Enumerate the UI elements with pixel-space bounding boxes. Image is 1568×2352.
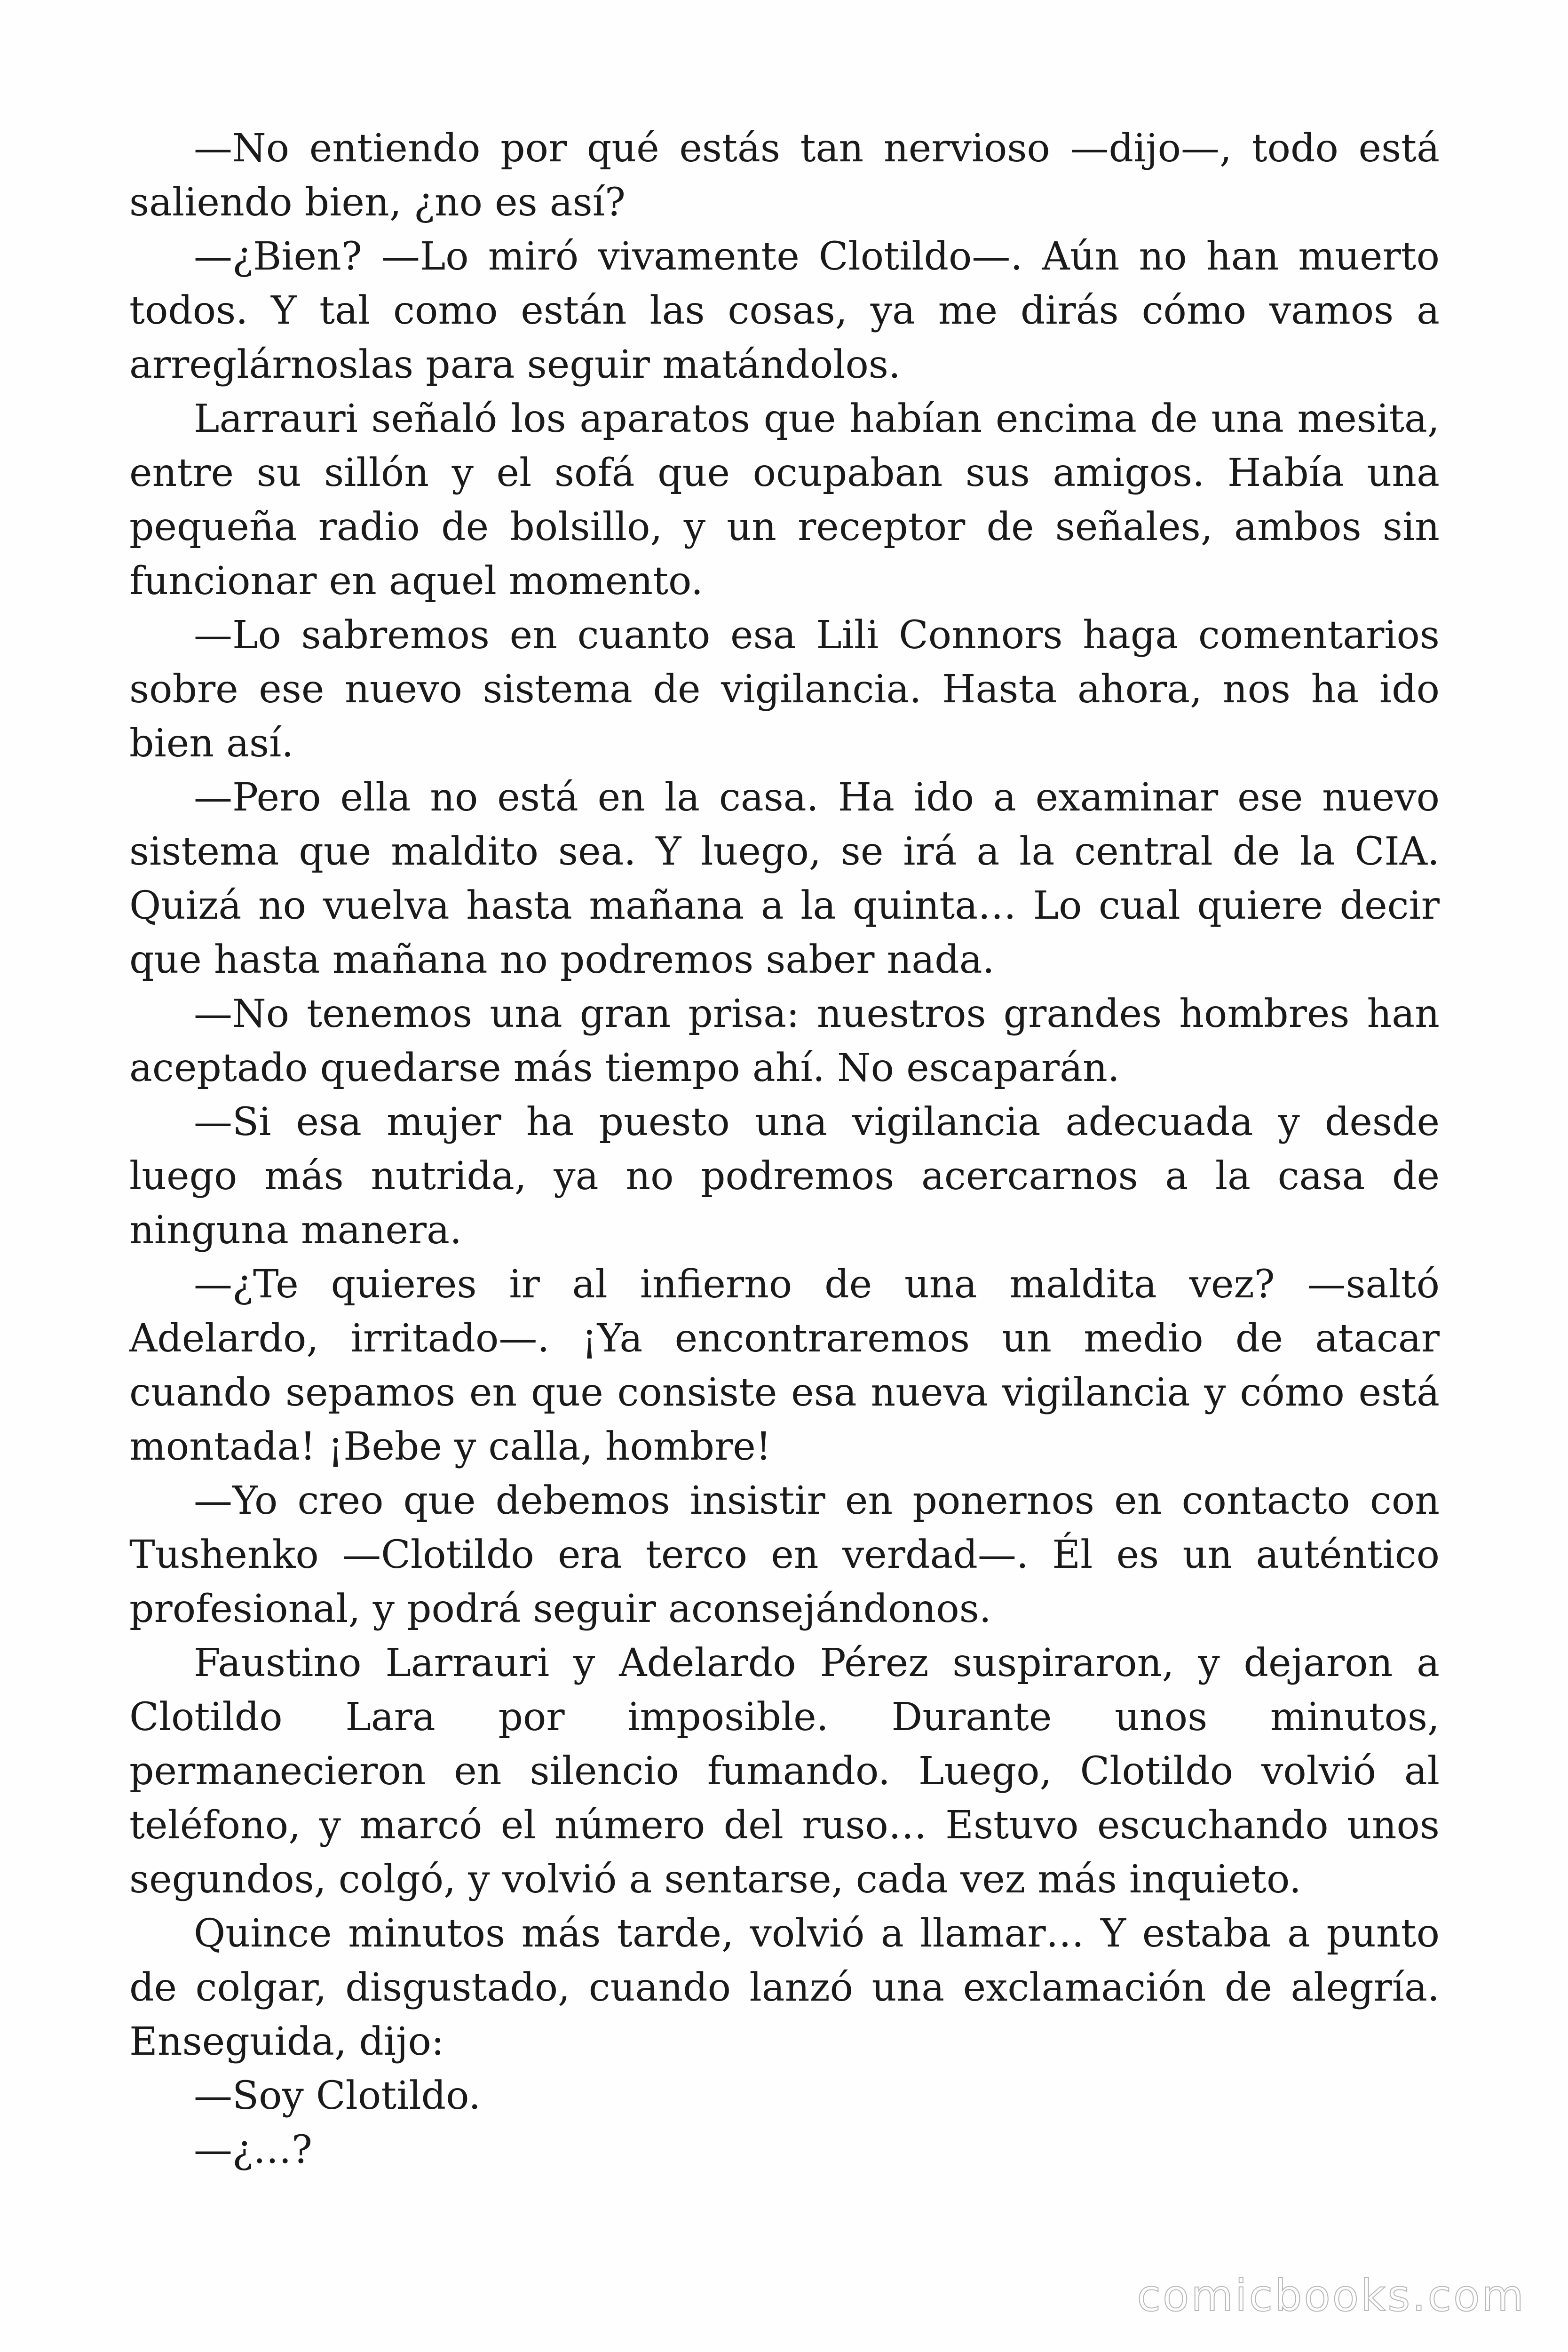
paragraph: Faustino Larrauri y Adelardo Pérez suspiraron, y dejaron a Clotildo Lara por imposible. Durante unos minutos, permanecieron en silencio fumando. Luego, Clotildo volvió al teléfono, y marcó el número del ruso… Estuvo escuchando unos segundos, colgó, y volvió a sentarse, cada vez más inquieto.	[129, 1641, 1440, 1902]
paragraph: —¿…?	[194, 2128, 312, 2172]
paragraph: —¿Bien? —Lo miró vivamente Clotildo—. Aún no han muerto todos. Y tal como están las cosas, ya me dirás cómo vamos a arreglárnoslas para seguir matándolos.	[129, 234, 1440, 387]
paragraph: Quince minutos más tarde, volvió a llamar… Y estaba a punto de colgar, disgustado, cuando lanzó una exclamación de alegría. Enseguida, dijo:	[129, 1911, 1440, 2064]
watermark: comicbooks.com	[1137, 2271, 1526, 2321]
paragraph: —Pero ella no está en la casa. Ha ido a examinar ese nuevo sistema que maldito sea. Y luego, se irá a la central de la CIA. Quizá no vuelva hasta mañana a la quinta… Lo cual quiere decir que hasta mañana no podremos saber nada.	[129, 775, 1440, 982]
paragraph: Larrauri señaló los aparatos que habían encima de una mesita, entre su sillón y el sofá que ocupaban sus amigos. Había una pequeña radio de bolsillo, y un receptor de señales, ambos sin funcionar en aquel momento.	[129, 397, 1440, 604]
paragraph: —No tenemos una gran prisa: nuestros grandes hombres han aceptado quedarse más tiempo ahí. No escaparán.	[129, 992, 1440, 1090]
paragraph: —Lo sabremos en cuanto esa Lili Connors haga comentarios sobre ese nuevo sistema de vigilancia. Hasta ahora, nos ha ido bien así.	[129, 613, 1440, 766]
body-text	[129, 121, 1440, 2177]
paragraph: —Si esa mujer ha puesto una vigilancia adecuada y desde luego más nutrida, ya no podremos acercarnos a la casa de ninguna manera.	[129, 1100, 1440, 1253]
paragraph: —Yo creo que debemos insistir en ponernos en contacto con Tushenko —Clotildo era terco en verdad—. Él es un auténtico profesional, y podrá seguir aconsejándonos.	[129, 1478, 1440, 1631]
paragraph: —¿Te quieres ir al infierno de una maldita vez? —saltó Adelardo, irritado—. ¡Ya encontraremos un medio de atacar cuando sepamos en que consiste esa nueva vigilancia y cómo está montada! ¡Bebe y calla, hombre!	[129, 1262, 1440, 1469]
paragraph: —No entiendo por qué estás tan nervioso —dijo—, todo está saliendo bien, ¿no es así?	[129, 126, 1440, 225]
paragraph: —Soy Clotildo.	[194, 2074, 481, 2118]
